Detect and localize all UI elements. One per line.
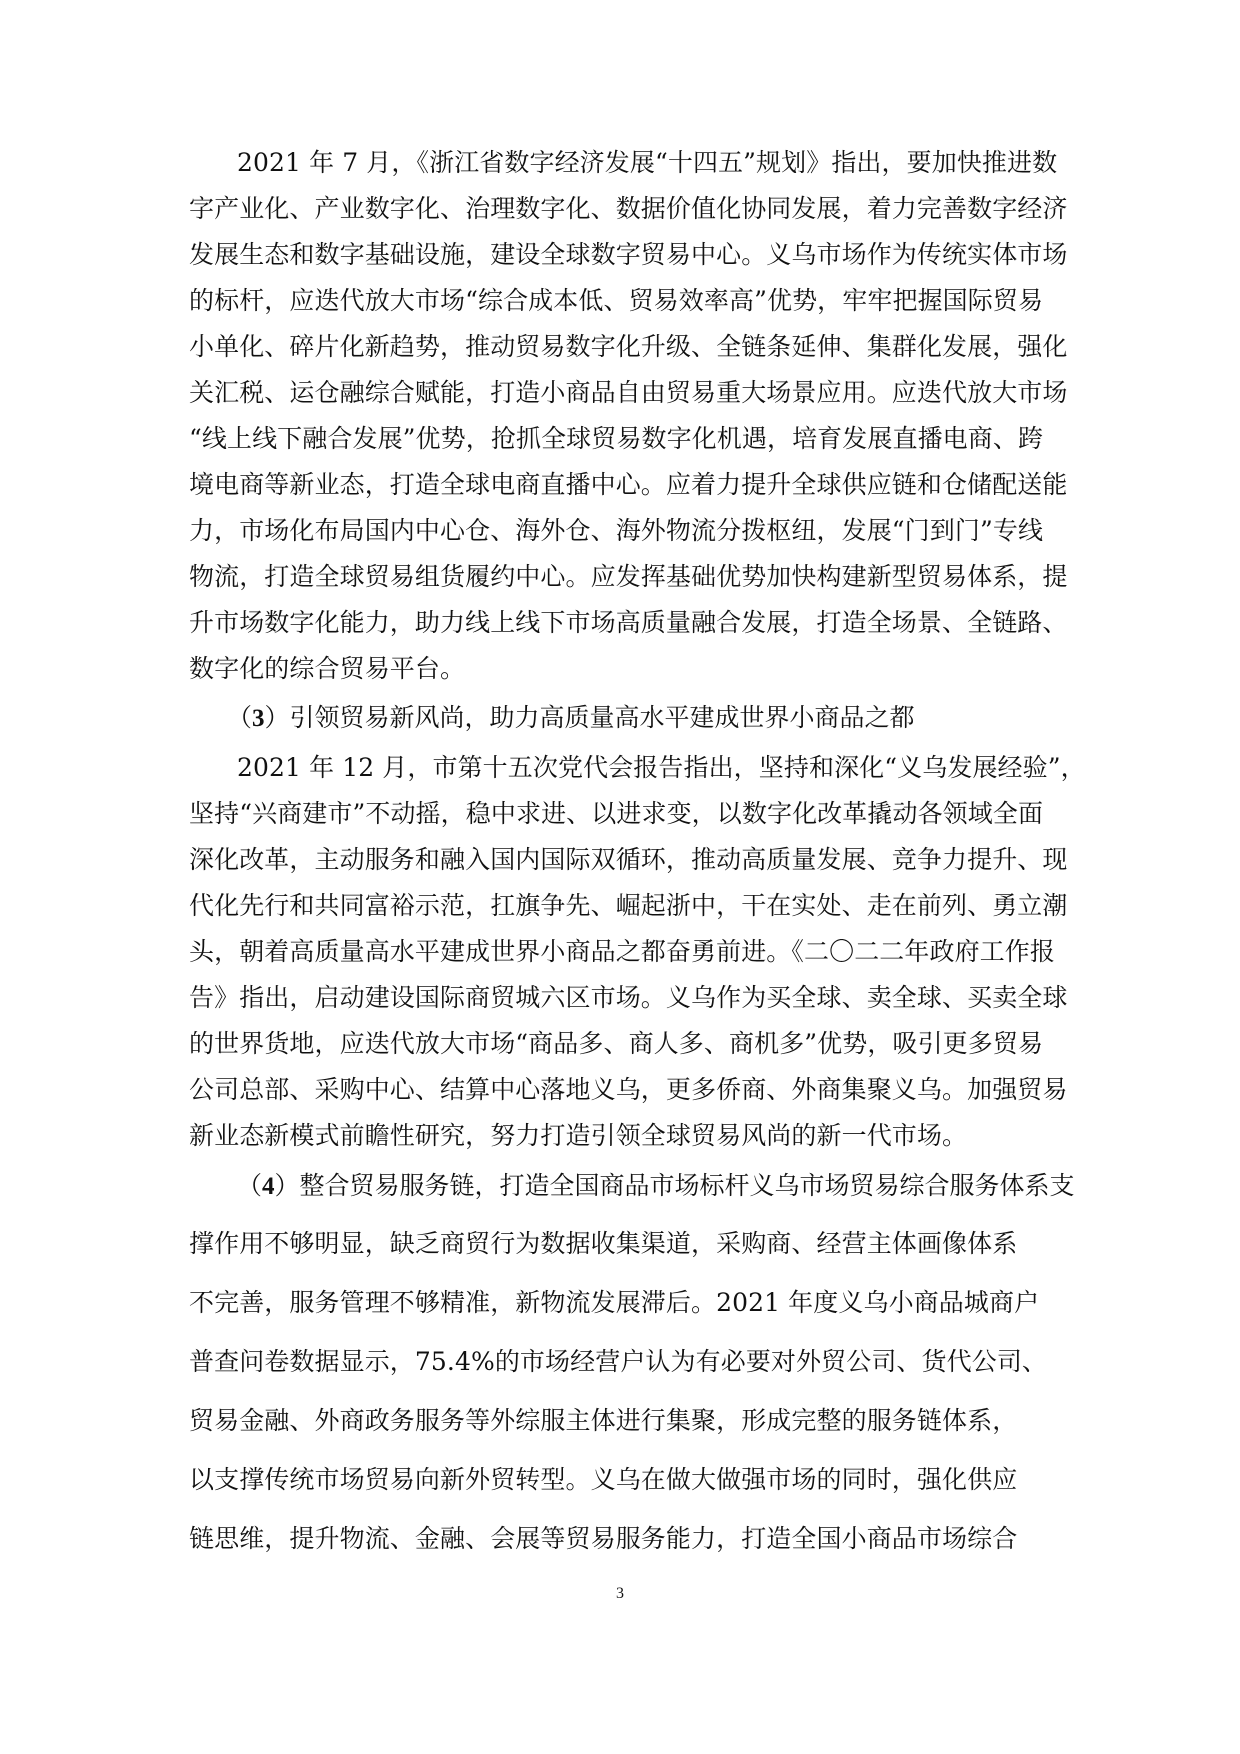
section-heading-3 — [227, 701, 915, 736]
heading-text: ）整合贸易服务链，打造全国商品市场标杆义乌市场贸易综合服务体系支 — [274, 1171, 1075, 1200]
paragraph-line: 2021 年 12 月，市第十五次党代会报告指出，坚持和深化“义乌发展经验”， — [237, 753, 1086, 782]
paragraph-line: 以支撑传统市场贸易向新外贸转型。义乌在做大做强市场的同时，强化供应 — [189, 1465, 1018, 1494]
heading-number: 4 — [262, 1173, 275, 1200]
paragraph-line: 关汇税、运仓融综合赋能，打造小商品自由贸易重大场景应用。应迭代放大市场 — [189, 378, 1068, 407]
heading-open-paren: （ — [227, 703, 253, 732]
paragraph-line: 链思维，提升物流、金融、会展等贸易服务能力，打造全国小商品市场综合 — [189, 1524, 1018, 1553]
paragraph-line: 公司总部、采购中心、结算中心落地义乌，更多侨商、外商集聚义乌。加强贸易 — [189, 1075, 1068, 1104]
page-number: 3 — [616, 1585, 624, 1602]
paragraph-line: 境电商等新业态，打造全球电商直播中心。应着力提升全球供应链和仓储配送能 — [189, 470, 1068, 499]
paragraph-line: 2021 年 7 月，《浙江省数字经济发展“十四五”规划》指出，要加快推进数 — [237, 148, 1058, 177]
paragraph-line: 数字化的综合贸易平台。 — [189, 654, 466, 683]
heading-open-paren: （ — [237, 1171, 263, 1200]
section-heading-4 — [237, 1169, 1075, 1204]
paragraph-line: 的标杆，应迭代放大市场“综合成本低、贸易效率高”优势，牢牢把握国际贸易 — [189, 286, 1044, 315]
paragraph-line: 字产业化、产业数字化、治理数字化、数据价值化协同发展，着力完善数字经济 — [189, 194, 1068, 223]
paragraph-line: 坚持“兴商建市”不动摇，稳中求进、以进求变，以数字化改革撬动各领域全面 — [189, 799, 1044, 828]
paragraph-line: 贸易金融、外商政务服务等外综服主体进行集聚，形成完整的服务链体系， — [189, 1406, 1018, 1435]
paragraph-line: 头，朝着高质量高水平建成世界小商品之都奋勇前进。《二〇二二年政府工作报 — [189, 937, 1056, 966]
paragraph-line: “线上线下融合发展”优势，抢抓全球贸易数字化机遇，培育发展直播电商、跨 — [189, 424, 1044, 453]
paragraph-line: 撑作用不够明显，缺乏商贸行为数据收集渠道，采购商、经营主体画像体系 — [189, 1229, 1018, 1258]
paragraph-line: 力，市场化布局国内中心仓、海外仓、海外物流分拨枢纽，发展“门到门”专线 — [189, 516, 1044, 545]
heading-number: 3 — [252, 705, 265, 732]
paragraph-line: 小单化、碎片化新趋势，推动贸易数字化升级、全链条延伸、集群化发展，强化 — [189, 332, 1068, 361]
paragraph-line: 发展生态和数字基础设施，建设全球数字贸易中心。义乌市场作为传统实体市场 — [189, 240, 1068, 269]
heading-text: ）引领贸易新风尚，助力高质量高水平建成世界小商品之都 — [264, 703, 915, 732]
paragraph-line: 新业态新模式前瞻性研究，努力打造引领全球贸易风尚的新一代市场。 — [189, 1121, 968, 1150]
paragraph-line: 普查问卷数据显示，75.4%的市场经营户认为有必要对外贸公司、货代公司、 — [189, 1347, 1048, 1376]
paragraph-line: 不完善，服务管理不够精准，新物流发展滞后。2021 年度义乌小商品城商户 — [189, 1288, 1040, 1317]
paragraph-line: 的世界货地，应迭代放大市场“商品多、商人多、商机多”优势，吸引更多贸易 — [189, 1029, 1044, 1058]
paragraph-line: 告》指出，启动建设国际商贸城六区市场。义乌作为买全球、卖全球、买卖全球 — [189, 983, 1068, 1012]
paragraph-line: 升市场数字化能力，助力线上线下市场高质量融合发展，打造全场景、全链路、 — [189, 608, 1068, 637]
paragraph-line: 深化改革，主动服务和融入国内国际双循环，推动高质量发展、竞争力提升、现 — [189, 845, 1068, 874]
paragraph-line: 物流，打造全球贸易组货履约中心。应发挥基础优势加快构建新型贸易体系，提 — [189, 562, 1068, 591]
paragraph-line: 代化先行和共同富裕示范，扛旗争先、崛起浙中，干在实处、走在前列、勇立潮 — [189, 891, 1068, 920]
